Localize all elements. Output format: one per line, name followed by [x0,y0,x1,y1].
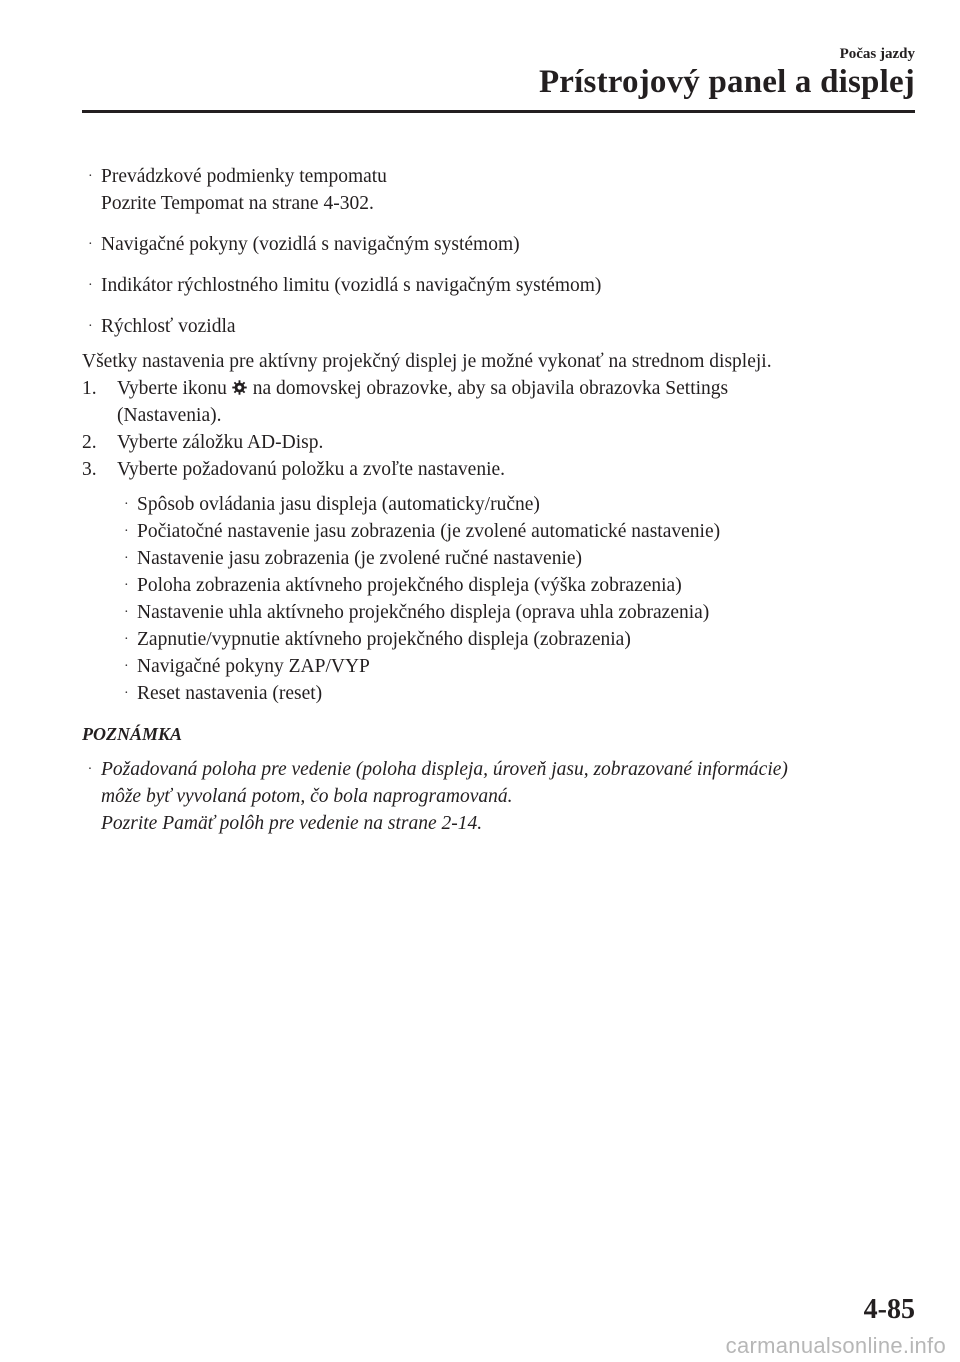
list-item [118,599,917,626]
step-item [82,429,917,456]
step-number: 2. [82,432,97,453]
list-item [82,231,917,258]
page-number: 4-85 [863,1294,915,1325]
list-item [118,626,917,653]
bullet-dot: · [88,237,93,252]
step-item [82,456,917,483]
list-item [118,518,917,545]
bullet-dot: · [88,169,93,184]
step-text: Vyberte ikonu [117,378,227,399]
note-heading: POZNÁMKA [82,724,183,744]
bullet-dot: · [124,578,129,593]
list-item-text: Zapnutie/vypnutie aktívneho projekčného displeja (zobrazenia) [137,629,631,650]
list-item [118,572,917,599]
watermark: carmanualsonline.info [725,1333,946,1358]
bullet-dot: · [88,278,93,293]
bullet-dot: · [124,497,129,512]
note-item [82,756,917,837]
list-item-text: Spôsob ovládania jasu displeja (automaticky/ručne) [137,494,540,515]
step-item [82,375,917,429]
step-text: (Nastavenia). [117,405,222,426]
list-item-text: Prevádzkové podmienky tempomatu [101,166,387,187]
list-item [82,272,917,299]
page-title: Prístrojový panel a displej [538,64,915,100]
list-item-text: Počiatočné nastavenie jasu zobrazenia (je zvolené automatické nastavenie) [137,521,721,542]
note-text: Pozrite Pamäť polôh pre vedenie na strane 2-14. [101,813,483,834]
bullet-dot: · [88,762,92,777]
page-content [82,163,917,837]
bullet-dot: · [124,605,129,620]
list-item-text: Navigačné pokyny (vozidlá s navigačným systémom) [101,234,520,255]
bullet-dot: · [124,632,129,647]
list-item [118,680,917,707]
list-item [118,491,917,518]
step-text: Vyberte požadovanú položku a zvoľte nastavenie. [117,459,506,480]
step-number: 3. [82,459,97,480]
note-text: Požadovaná poloha pre vedenie (poloha displeja, úroveň jasu, zobrazované informácie) [101,759,788,780]
list-item [118,653,917,680]
bullet-dot: · [124,686,129,701]
list-item-text: Indikátor rýchlostného limitu (vozidlá s navigačným systémom) [101,275,602,296]
list-item [118,545,917,572]
bullet-dot: · [88,319,93,334]
bullet-dot: · [124,551,129,566]
running-header-section: Počas jazdy [839,46,915,62]
list-item [82,163,917,217]
list-item-text: Pozrite Tempomat na strane 4-302. [101,193,374,214]
step-text: Vyberte záložku AD-Disp. [117,432,324,453]
bullet-dot: · [124,524,129,539]
list-item-text: Nastavenie jasu zobrazenia (je zvolené ručné nastavenie) [137,548,583,569]
list-item-text: Reset nastavenia (reset) [137,683,323,704]
gear-icon [232,380,247,395]
step-number: 1. [82,378,97,399]
list-item-text: Rýchlosť vozidla [101,316,236,337]
list-item-text: Poloha zobrazenia aktívneho projekčného displeja (výška zobrazenia) [137,575,682,596]
step-text: na domovskej obrazovke, aby sa objavila obrazovka Settings [252,378,729,399]
list-item-text: Navigačné pokyny ZAP/VYP [137,656,370,677]
settings-list [82,491,917,707]
note-text: môže byť vyvolaná potom, čo bola naprogramovaná. [101,786,513,807]
header-rule [82,110,915,113]
list-item [82,313,917,340]
list-item-text: Nastavenie uhla aktívneho projekčného displeja (oprava uhla zobrazenia) [137,602,710,623]
bullet-dot: · [124,659,129,674]
intro-paragraph: Všetky nastavenia pre aktívny projekčný displej je možné vykonať na strednom displeji. [82,351,772,372]
